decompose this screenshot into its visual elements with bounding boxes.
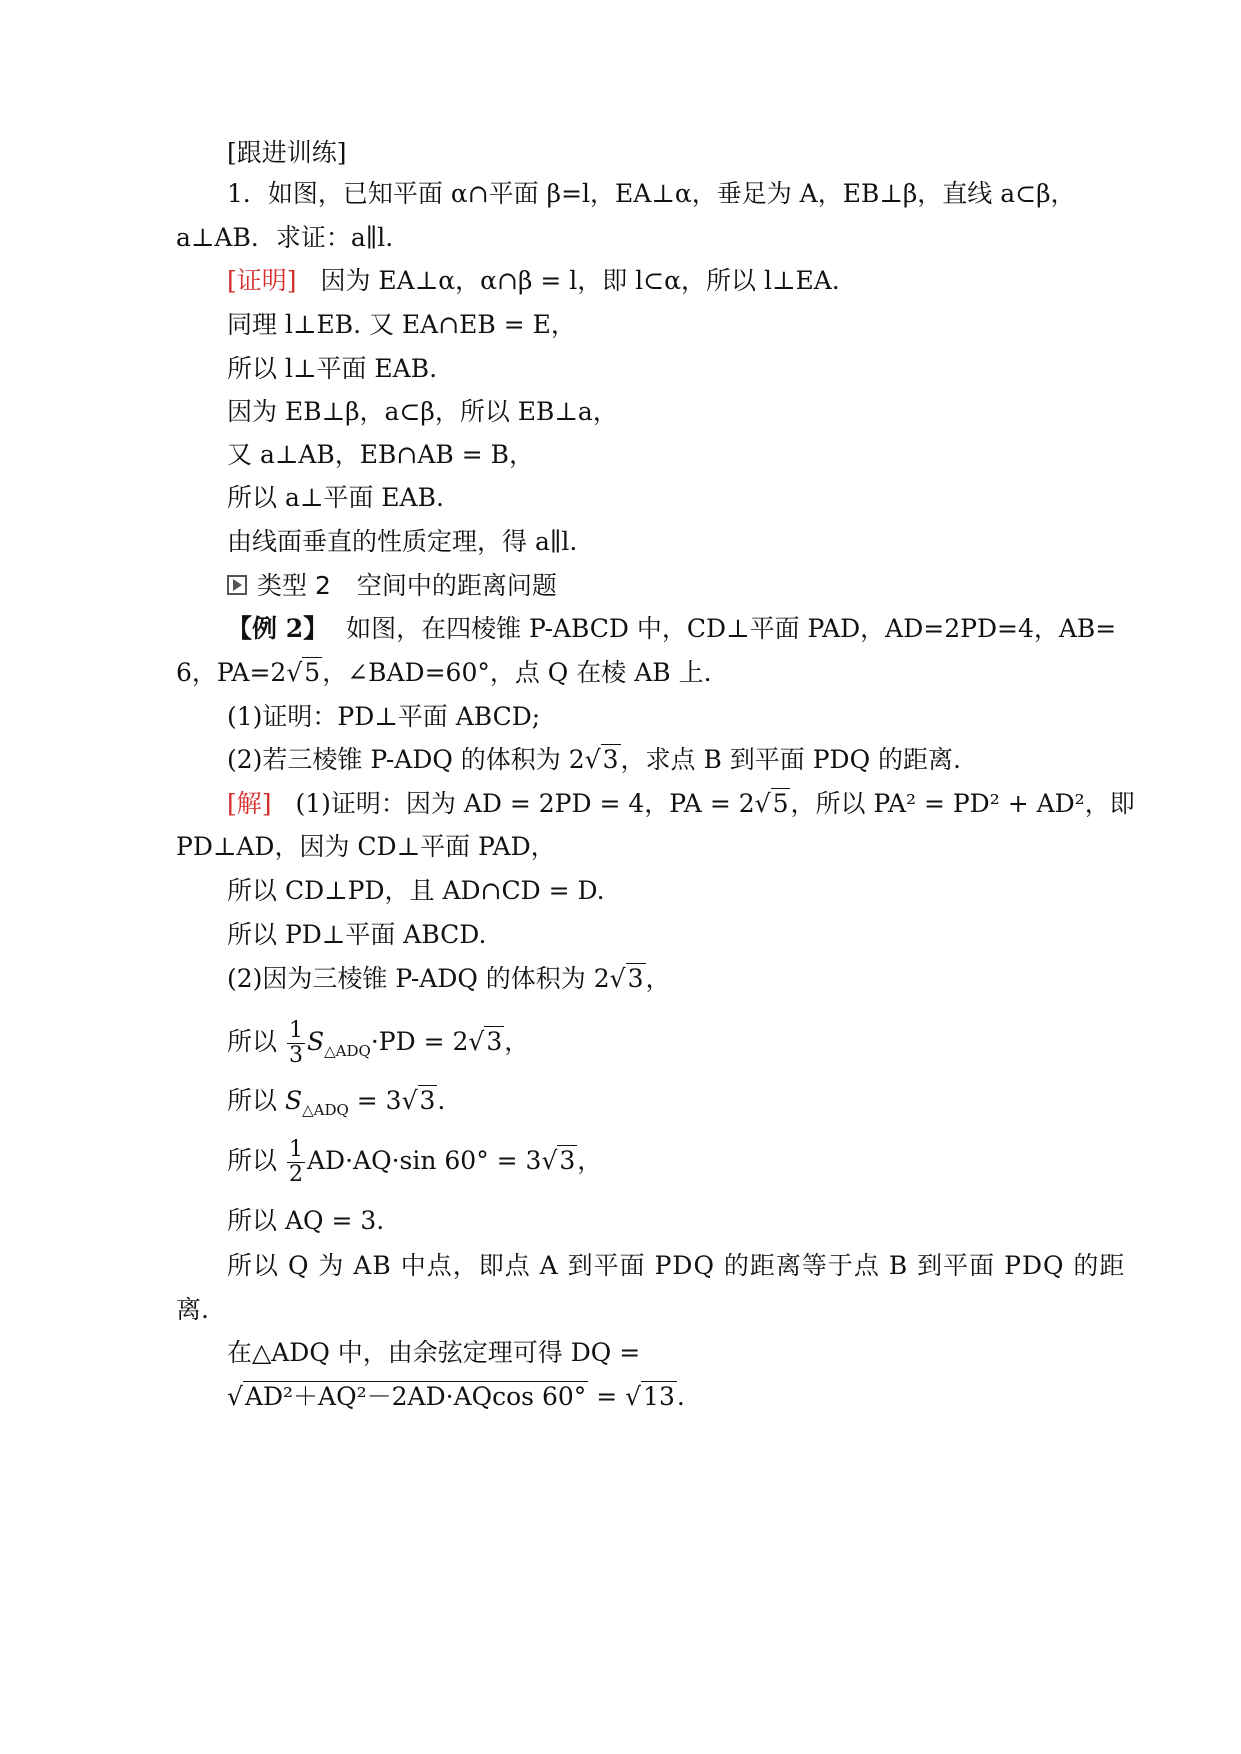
sqrt-expression: √3 [541,1146,576,1175]
proof-line-4: 因为 EB⊥β，a⊂β，所以 EB⊥a， [227,397,618,426]
sqrt-expression: √3 [468,1027,503,1056]
example-question-2: (2)若三棱锥 P-ADQ 的体积为 2√3，求点 B 到平面 PDQ 的距离. [227,745,961,774]
solution-line-6: 所以 $\frac{1}{3}$ $S_{\triangle ADQ}\cdot PD = 2√3$， [227,1014,529,1079]
solution-line-11: 离. [176,1295,209,1324]
type-heading: 类型 2 空间中的距离问题 [227,570,557,602]
sqrt-expression: √13 [625,1382,675,1411]
proof-line-1: [证明] 因为 EA⊥α，α∩β = l，即 l⊂α，所以 l⊥EA. [227,266,840,295]
solution-line-13: √AD²＋AQ²－2AD·AQcos 60° = √13. [227,1382,685,1411]
solution-line-9: 所以 AQ = 3. [227,1206,385,1235]
proof-line-2: 同理 l⊥EB. 又 EA∩EB = E， [227,310,576,339]
proof-line-6: 所以 a⊥平面 EAB. [227,483,444,512]
solution-line-4: 所以 PD⊥平面 ABCD. [227,920,487,949]
sqrt-expression: √AD²＋AQ²－2AD·AQcos 60° [227,1382,587,1411]
proof-line-3: 所以 l⊥平面 EAB. [227,354,438,383]
proof-line-5: 又 a⊥AB，EB∩AB = B， [227,440,534,469]
solution-label: [解] [227,789,272,818]
solution-line-3: 所以 CD⊥PD，且 AD∩CD = D. [227,876,605,905]
sqrt-expression: √5 [286,658,321,687]
example-label: 【例 2】 [227,614,329,643]
exercise-line-2: a⊥AB．求证：a∥l. [176,223,394,252]
example-line-2: 6，PA=2√5，∠BAD=60°，点 Q 在棱 AB 上. [176,658,712,687]
play-square-icon [227,575,247,595]
sqrt-expression: √3 [401,1086,436,1115]
exercise-line-1: 1．如图，已知平面 α∩平面 β=l，EA⊥α，垂足为 A，EB⊥β，直线 a⊂β， [227,179,1076,208]
solution-line-8: 所以 $\frac{1}{2}$ AD·AQ·sin 60° = 3√3， [227,1133,602,1189]
example-line-1: 【例 2】 如图，在四棱锥 P-ABCD 中，CD⊥平面 PAD，AD=2PD=4，AB= [227,614,1117,643]
solution-line-2: PD⊥AD，因为 CD⊥平面 PAD， [176,832,556,861]
solution-line-7: 所以 $S_{\triangle ADQ} = 3√3$. [227,1086,446,1119]
example-question-1: (1)证明：PD⊥平面 ABCD; [227,702,541,731]
sqrt-expression: √3 [584,745,619,774]
sqrt-expression: √5 [754,789,789,818]
solution-line-10: 所以 Q 为 AB 中点，即点 A 到平面 PDQ 的距离等于点 B 到平面 PDQ 的距 [227,1251,1126,1280]
section-header: [跟进训练] [227,138,347,167]
sqrt-expression: √3 [609,964,644,993]
solution-line-5: (2)因为三棱锥 P-ADQ 的体积为 2√3， [227,964,671,993]
solution-line-1: [解] (1)证明：因为 AD = 2PD = 4，PA = 2√5，所以 PA² = PD² + AD²，即 [227,789,1135,818]
fraction: $\frac{1}{2}$ [288,1137,303,1187]
proof-label: [证明] [227,266,297,295]
proof-line-7: 由线面垂直的性质定理，得 a∥l. [227,527,578,556]
fraction: $\frac{1}{3}$ [288,1018,303,1068]
solution-line-12: 在△ADQ 中，由余弦定理可得 DQ = [227,1338,641,1367]
